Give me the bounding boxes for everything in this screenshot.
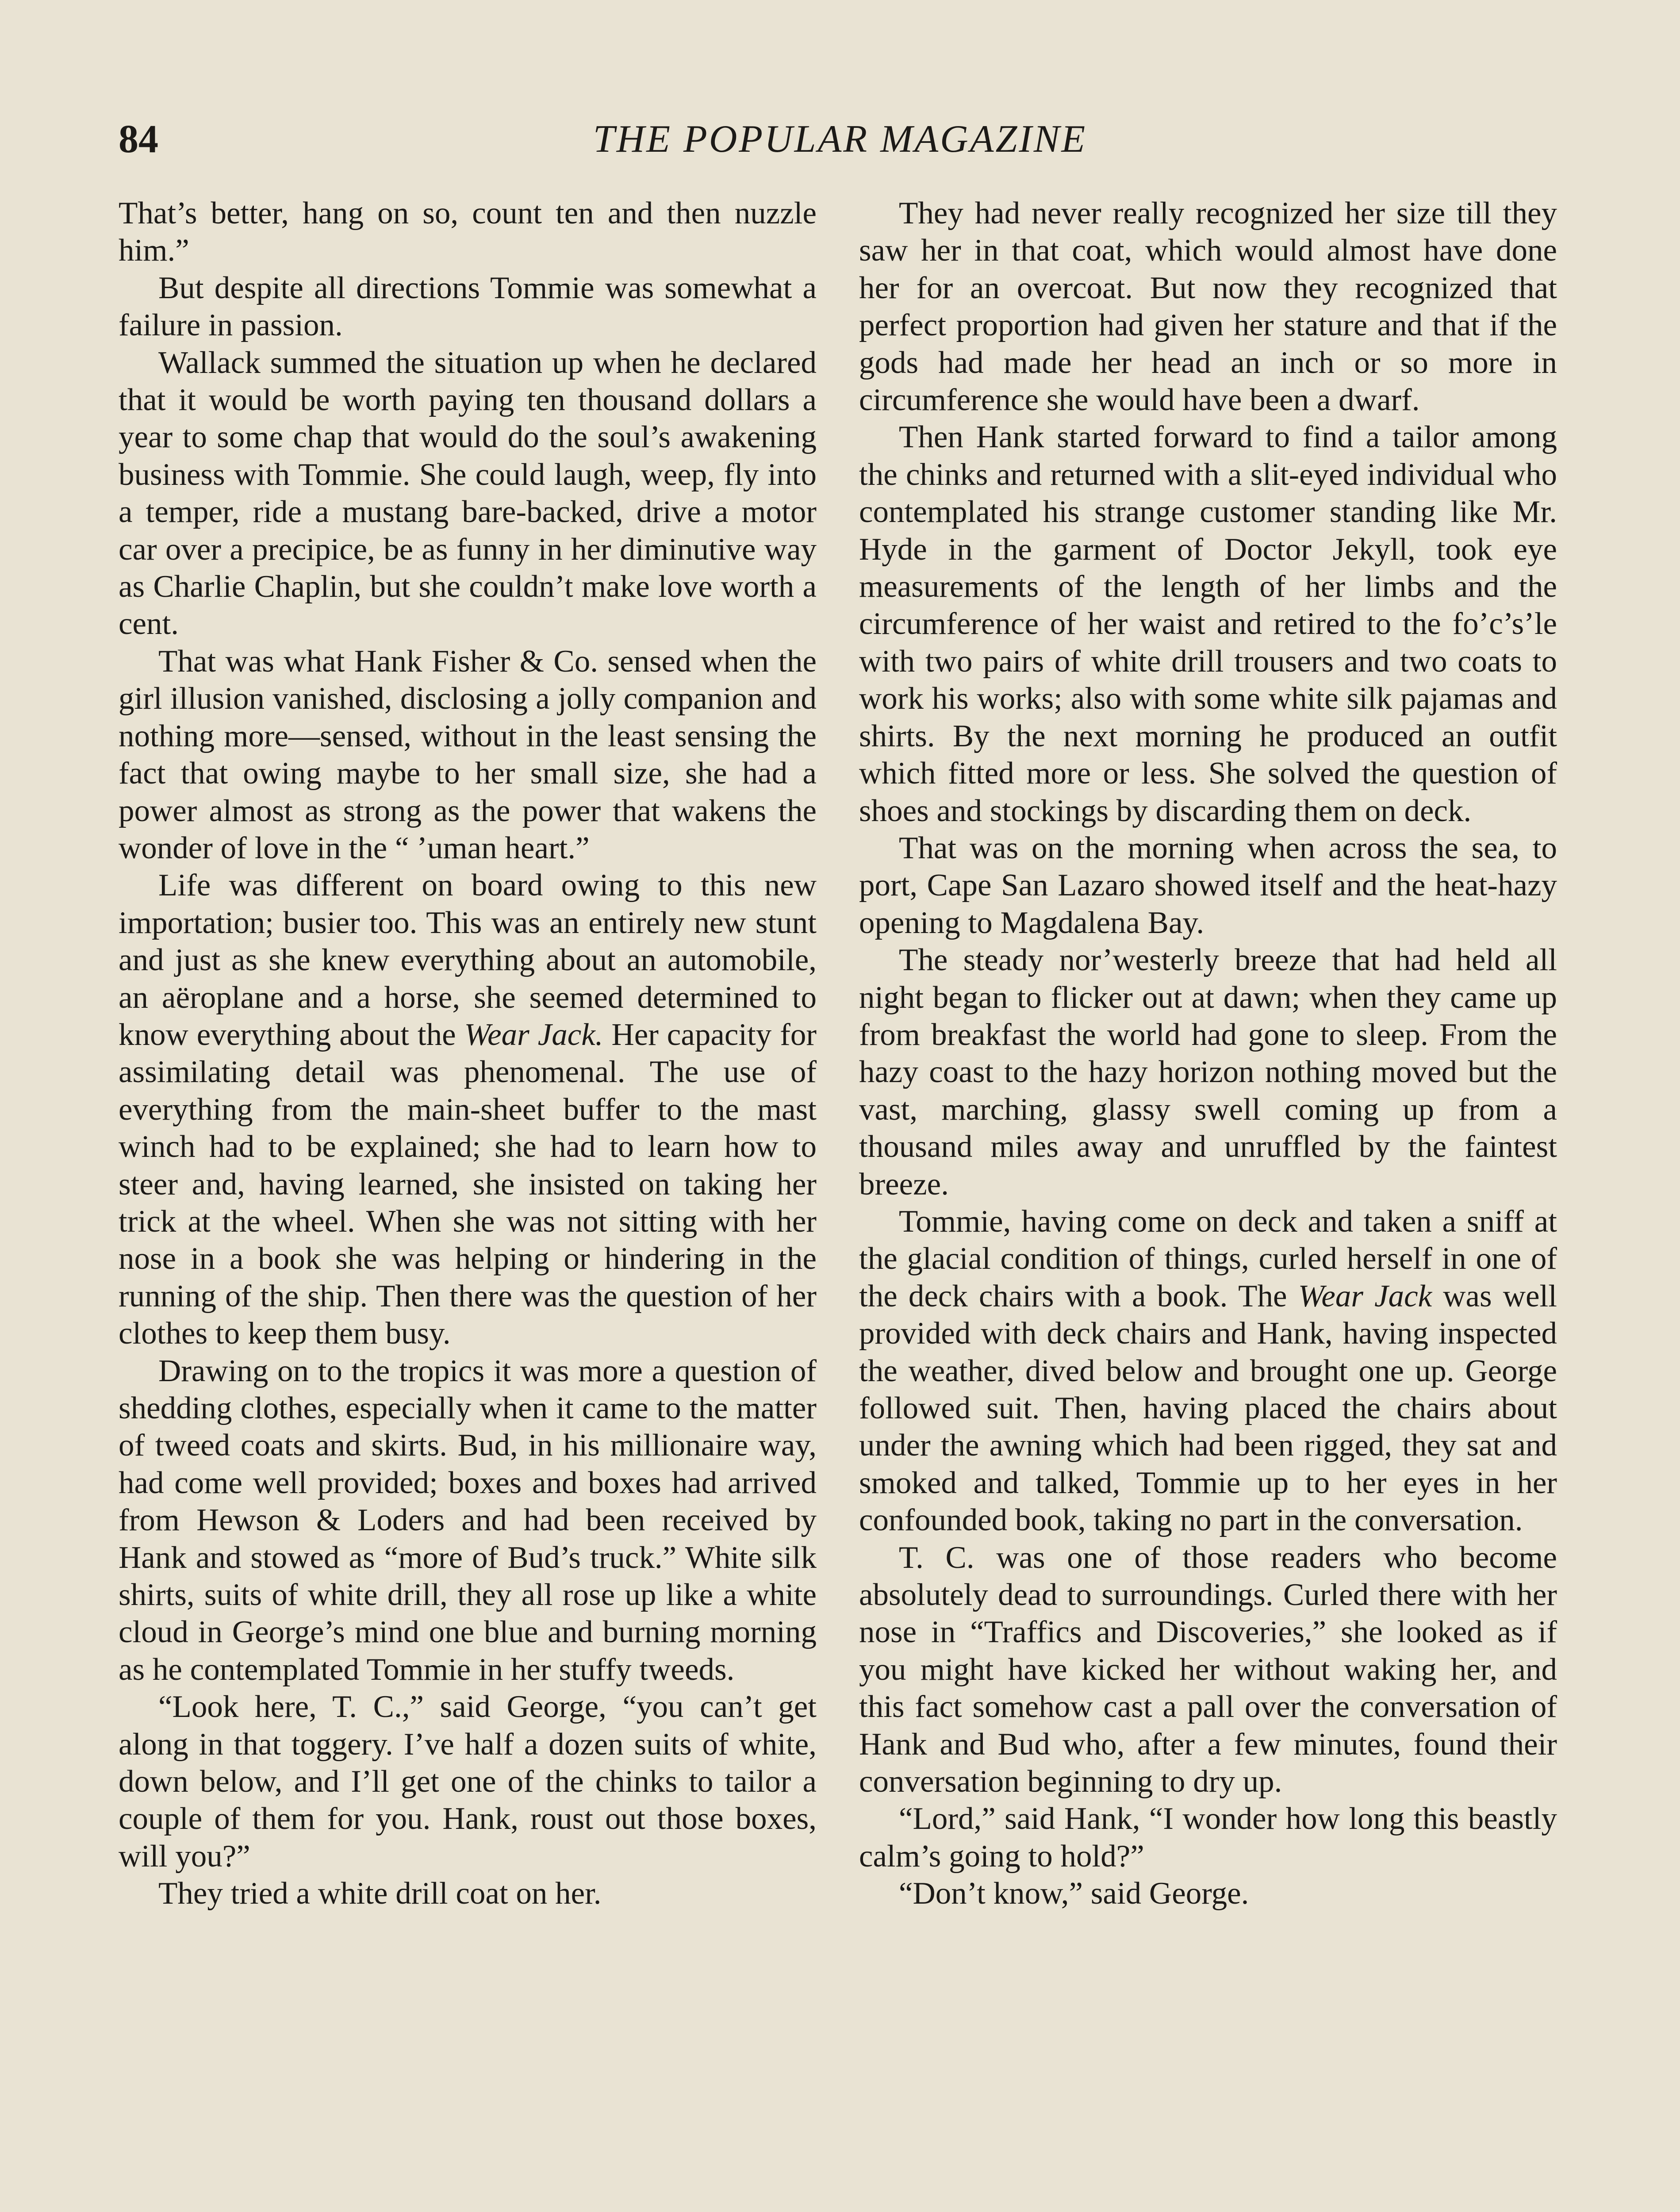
page-header xyxy=(119,113,1561,166)
paragraph: The steady nor’westerly breeze that had held all night began to flicker out at dawn; when they came up from breakfast the world had gone to sleep. From the hazy coast to the hazy horizon nothing moved but the vast, marching, glassy swell coming up from a thousand miles away and unruffled by the faintest breeze. xyxy=(859,943,1557,1202)
text-run: Life was different on board owing to this new importation; busier too. This was an entirely new stunt and just as she knew everything about an automobile, an aëroplane and a horse, she seemed determined to know everything about the xyxy=(119,868,817,1052)
ship-name-italic: Wear Jack xyxy=(1298,1279,1432,1313)
text-run: was well provided with deck chairs and Hank, having inspected the weather, dived below and brought one up. George followed suit. Then, having placed the chairs about under the awning which had been rigged, they sat and smoked and talked, Tommie up to her eyes in her confounded book, taking no part in the conversation. xyxy=(859,1279,1557,1538)
text-run: Tommie, having come on deck and taken a sniff at the glacial condition of things, curled herself in one of the deck chairs with a book. The xyxy=(859,1204,1557,1313)
paragraph xyxy=(119,867,817,1352)
paragraph: “Don’t know,” said George. xyxy=(899,1876,1249,1911)
paragraph: Drawing on to the tropics it was more a question of shedding clothes, especially when it came to the matter of tweed coats and skirts. Bud, in his millionaire way, had come well provided; boxes and boxes had arrived from Hewson & Loders and had been received by Hank and stowed as “more of Bud’s truck.” White silk shirts, suits of white drill, they all rose up like a white cloud in George’s mind one blue and burning morning as he contemplated Tommie in her stuffy tweeds. xyxy=(119,1353,817,1687)
left-column xyxy=(119,195,817,1912)
paragraph xyxy=(859,1203,1557,1539)
paragraph: That was what Hank Fisher & Co. sensed when the girl illusion vanished, disclosing a jolly companion and nothing more—sensed, without in the least sensing the fact that owing maybe to her small size, she had a power almost as strong as the power that wakens the wonder of love in the “ ’uman heart.” xyxy=(119,644,817,865)
paragraph: “Look here, T. C.,” said George, “you can’t get along in that toggery. I’ve half a dozen suits of white, down below, and I’ll get one of the chinks to tailor a couple of them for you. Hank, roust out those boxes, will you?” xyxy=(119,1690,817,1874)
paragraph: T. C. was one of those readers who become absolutely dead to surroundings. Curled there with her nose in “Traffics and Discoveries,” she looked as if you might have kicked her without waking her, and this fact somehow cast a pall over the conversation of Hank and Bud who, after a few minutes, found their conversation beginning to dry up. xyxy=(859,1540,1557,1799)
right-column xyxy=(859,195,1557,1912)
paragraph: They tried a white drill coat on her. xyxy=(158,1876,602,1911)
paragraph: That was on the morning when across the sea, to port, Cape San Lazaro showed itself and the heat-hazy opening to Magdalena Bay. xyxy=(859,830,1557,940)
paragraph: Then Hank started forward to find a tailor among the chinks and returned with a slit-eyed individual who contemplated his strange customer standing like Mr. Hyde in the garment of Doctor Jekyll, took eye measurements of the length of her limbs and the circumference of her waist and retired to the fo’c’s’le with two pairs of white drill trousers and two coats to work his works; also with some white silk pajamas and shirts. By the next morning he produced an outfit which fitted more or less. She solved the question of shoes and stockings by discarding them on deck. xyxy=(859,420,1557,828)
page-number: 84 xyxy=(119,117,158,161)
paragraph: That’s better, hang on so, count ten and then nuzzle him.” xyxy=(119,196,817,268)
paragraph: Wallack summed the situation up when he declared that it would be worth paying ten thousand dollars a year to some chap that would do the soul’s awakening business with Tommie. She could laugh, weep, fly into a temper, ride a mustang bare-backed, drive a motor car over a precipice, be as funny in her diminutive way as Charlie Chaplin, but she couldn’t make love worth a cent. xyxy=(119,345,817,641)
running-title: THE POPULAR MAGAZINE xyxy=(593,118,1087,161)
text-run: Her capacity for assimilating detail was phenomenal. The use of everything from the main-sheet buffer to the mast winch had to be explained; she had to learn how to steer and, having learned, she insisted on taking her trick at the wheel. When she was not sitting with her nose in a book she was helping or hindering in the running of the ship. Then there was the question of her clothes to keep them busy. xyxy=(119,1017,817,1351)
paragraph: They had never really recognized her size till they saw her in that coat, which would almost have done her for an overcoat. But now they recognized that perfect proportion had given her stature and that if the gods had made her head an inch or so more in circumference she would have been a dwarf. xyxy=(859,196,1557,418)
ship-name-italic: Wear Jack. xyxy=(464,1017,603,1052)
paragraph: But despite all directions Tommie was somewhat a failure in passion. xyxy=(119,270,817,343)
paragraph: “Lord,” said Hank, “I wonder how long this beastly calm’s going to hold?” xyxy=(859,1801,1557,1874)
